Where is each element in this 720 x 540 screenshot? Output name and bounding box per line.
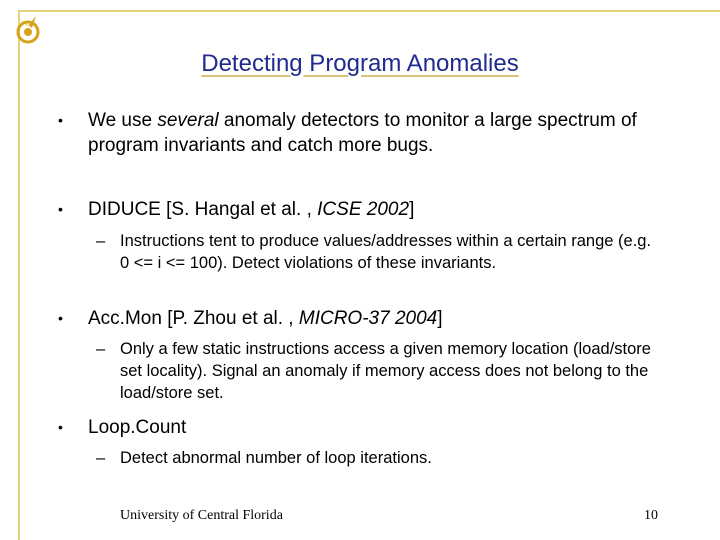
sub-bullet-marker: – [96, 449, 106, 467]
sub-bullet-marker: – [96, 340, 106, 358]
sub-bullet-text: Detect abnormal number of loop iterations. [120, 449, 432, 467]
bullet-text: DIDUCE [S. Hangal et al. , ICSE 2002] [88, 199, 415, 220]
bullet-text: Loop.Count [88, 417, 187, 438]
bullet-text: Acc.Mon [P. Zhou et al. , MICRO-37 2004] [88, 308, 443, 329]
sub-bullet-text: Only a few static instructions access a given memory location (load/store set locality). Signal an anomaly if memory access does not belong to the load/store set. [120, 340, 651, 402]
footer-institution: University of Central Florida [120, 508, 283, 523]
bullet-marker: • [58, 201, 63, 217]
bullet-marker: • [58, 310, 63, 326]
footer-page-number: 10 [644, 508, 658, 523]
sub-bullet-marker: – [96, 232, 106, 250]
bullet-marker: • [58, 112, 63, 128]
slide-title [0, 50, 720, 78]
bullet-text: We use several anomaly detectors to monitor a large spectrum of program invariants and catch more bugs. [88, 110, 637, 156]
bullet-marker: • [58, 419, 63, 435]
pegasus-logo-icon [12, 12, 42, 46]
frame-left-line [18, 10, 20, 540]
frame-top-line [18, 10, 720, 12]
sub-bullet-text: Instructions tent to produce values/addresses within a certain range (e.g. 0 <= i <= 100). Detect violations of these invariants. [120, 232, 652, 272]
slide-title-text: Detecting Program Anomalies [201, 50, 519, 77]
